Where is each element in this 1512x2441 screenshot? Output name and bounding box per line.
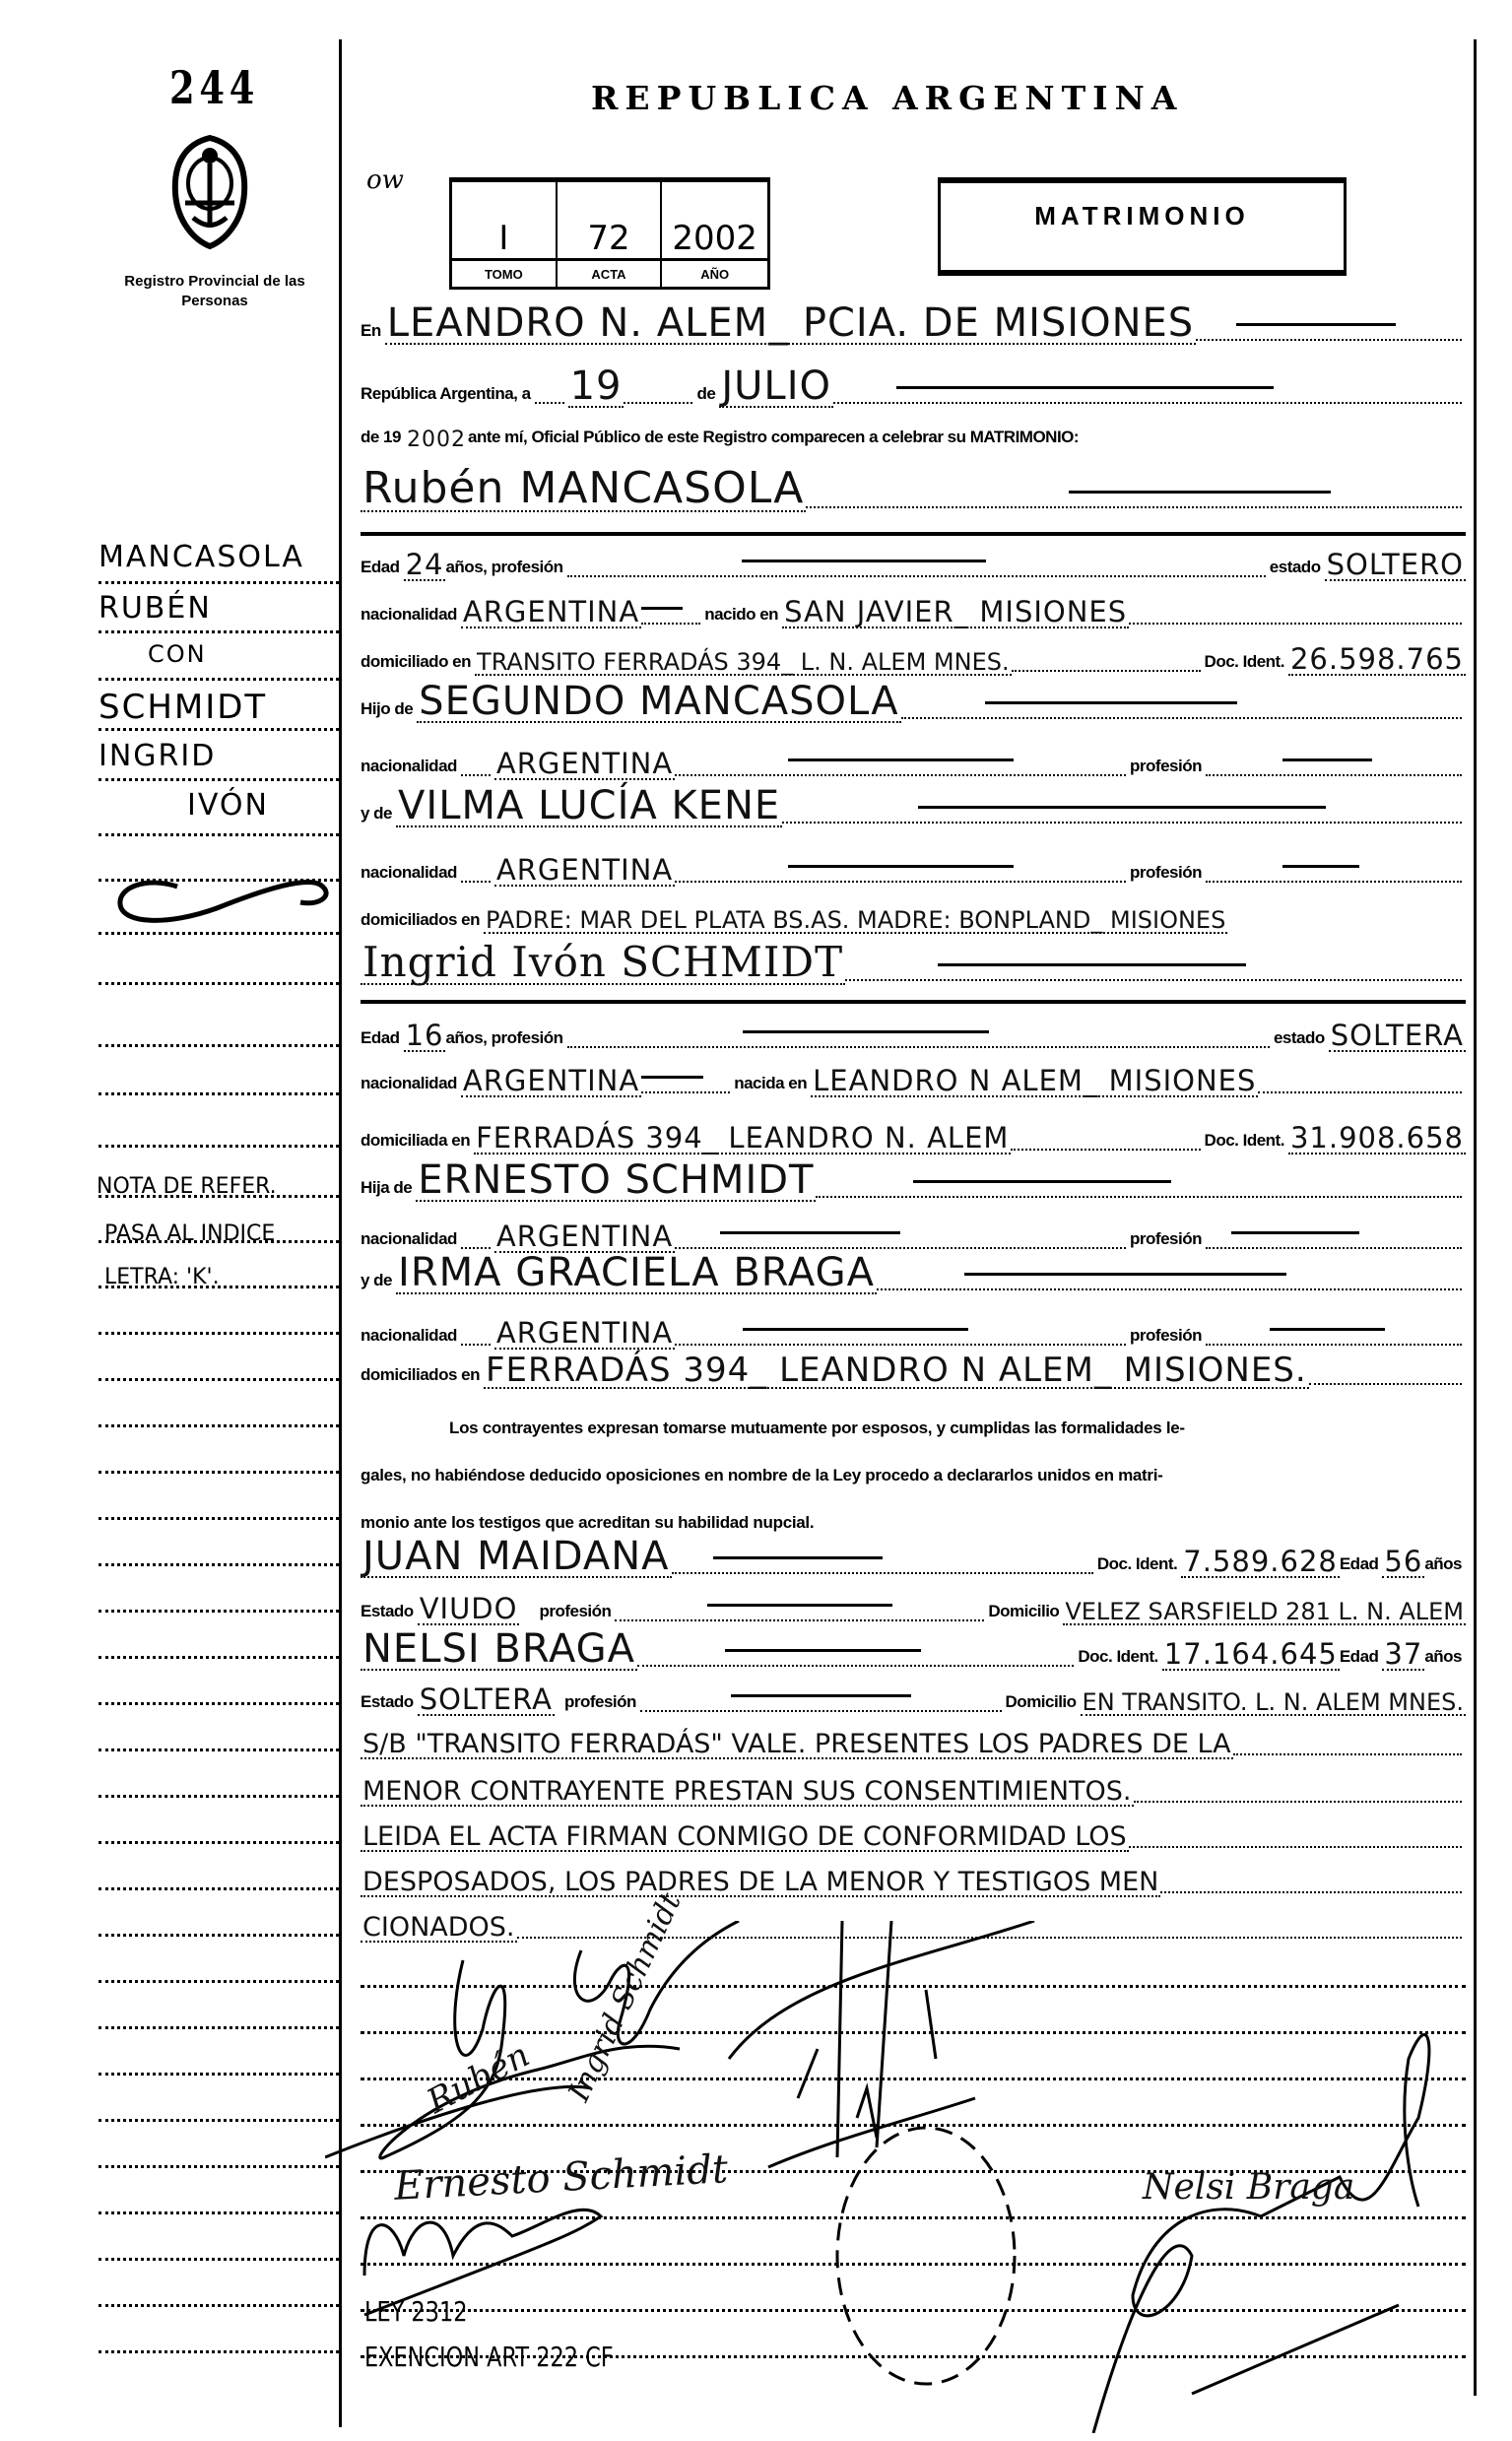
stamp-outline <box>837 2128 1015 2384</box>
bride-nationality: ARGENTINA <box>462 1064 640 1097</box>
margin-ruled-line <box>99 1934 339 1937</box>
bride-name: Ingrid Ivón SCHMIDT <box>362 938 844 986</box>
bride-father-signature: Ernesto Schmidt <box>393 2146 730 2210</box>
margin-ruled-line <box>99 1517 339 1520</box>
margin-ruled-line <box>99 2350 339 2353</box>
month-field: JULIO <box>721 363 831 409</box>
groom-name: Rubén MANCASOLA <box>362 463 805 513</box>
profesion-label: profesión <box>563 1692 636 1711</box>
groom-father-nationality: ARGENTINA <box>495 747 674 780</box>
ano-label: AÑO <box>700 266 730 282</box>
bride-parents-address-row <box>361 1336 1466 1389</box>
hijo-label: Hijo de <box>361 699 414 718</box>
doc-label: Doc. Ident. <box>1096 1554 1178 1573</box>
margin-ruled-line <box>99 2026 339 2029</box>
exemption-reference: EXENCION ART 222 CF <box>364 2341 614 2373</box>
groom-estado: SOLTERO <box>1326 548 1464 581</box>
note-line <box>361 1706 1466 1759</box>
margin-ruled-line <box>99 1424 339 1427</box>
acta-value: 72 <box>558 182 663 261</box>
profesion-label: profesión <box>1130 1326 1202 1345</box>
margin-ruled-line <box>99 2304 339 2307</box>
en-label: En <box>361 321 381 340</box>
witness-1-name: JUAN MAIDANA <box>362 1534 670 1579</box>
record-type: MATRIMONIO <box>938 177 1347 276</box>
y-de-label: y de <box>361 1271 393 1289</box>
index-connector: CON <box>148 640 207 668</box>
note-text: CIONADOS. <box>362 1912 515 1943</box>
margin-ruled-line <box>99 1841 339 1844</box>
ano-value: 2002 <box>662 182 767 261</box>
margin-note: LETRA: 'K'. <box>104 1265 220 1289</box>
witness-1-doc: 7.589.628 <box>1183 1545 1338 1578</box>
witness-signature: Nelsi Braga <box>1143 2167 1355 2208</box>
margin-ruled-line <box>99 630 339 633</box>
bride-name-row <box>361 932 1466 985</box>
groom-address: TRANSITO FERRADÁS 394_ L. N. ALEM MNES. <box>477 648 1010 676</box>
margin-ruled-line <box>99 1471 339 1474</box>
bride-father: ERNESTO SCHMIDT <box>418 1157 815 1203</box>
initials: ow <box>366 165 404 195</box>
groom-mother: VILMA LUCÍA KENE <box>398 783 781 828</box>
margin-ruled-line <box>99 982 339 985</box>
nacionalidad-label: nacionalidad <box>361 863 457 882</box>
page-number: 244 <box>169 61 260 114</box>
index-name: RUBÉN <box>99 591 212 626</box>
edad-label: Edad <box>1339 1647 1379 1666</box>
margin-ruled-line <box>99 728 339 731</box>
witness-1-estado: VIUDO <box>419 1592 518 1625</box>
margin-ruled-line <box>99 1332 339 1335</box>
estado-label: estado <box>1269 558 1321 576</box>
groom-parents-address-row <box>361 881 1466 934</box>
tomo-label: TOMO <box>452 261 558 287</box>
groom-birthplace: SAN JAVIER_ MISIONES <box>784 595 1128 628</box>
bride-estado: SOLTERA <box>1330 1019 1464 1052</box>
estado-label: Estado <box>361 1692 414 1711</box>
flourish-icon <box>108 867 335 926</box>
doc-label: Doc. Ident. <box>1078 1647 1158 1666</box>
margin-ruled-line <box>99 678 339 681</box>
margin-ruled-line <box>99 932 339 935</box>
witness-2-age: 37 <box>1384 1637 1423 1671</box>
profesion-label: profesión <box>1130 757 1202 775</box>
witness-2-domicilio: EN TRANSITO. L. N. ALEM MNES. <box>1082 1688 1464 1716</box>
nacida-label: nacida en <box>734 1074 808 1092</box>
bride-nationality-row <box>361 1044 1466 1097</box>
margin-ruled-line <box>99 1044 339 1047</box>
year-label: de 19 <box>361 428 401 446</box>
nacionalidad-label: nacionalidad <box>361 757 457 775</box>
year-field: 2002 <box>406 428 466 452</box>
place-field: LEANDRO N. ALEM_ PCIA. DE MISIONES <box>386 300 1195 346</box>
document-title: REPUBLICA ARGENTINA <box>591 79 1184 117</box>
edad-label: Edad <box>361 558 400 576</box>
note-text: LEIDA EL ACTA FIRMAN CONMIGO DE CONFORMIDAD LOS <box>362 1821 1127 1852</box>
groom-nationality: ARGENTINA <box>462 595 640 628</box>
margin-ruled-line <box>99 1610 339 1613</box>
domiciliado-label: domiciliado en <box>361 652 472 671</box>
edad-label: Edad <box>361 1028 400 1047</box>
margin-ruled-line <box>99 1980 339 1983</box>
groom-nationality-row <box>361 575 1466 628</box>
nacionalidad-label: nacionalidad <box>361 1074 457 1092</box>
bride-mother: IRMA GRACIELA BRAGA <box>398 1250 875 1295</box>
margin-ruled-line <box>99 1656 339 1659</box>
profesion-label: años, profesión <box>445 1028 563 1047</box>
groom-age-row <box>361 528 1466 581</box>
edad-label: Edad <box>1339 1554 1379 1573</box>
margin-ruled-line <box>99 1145 339 1148</box>
margin-ruled-line <box>99 2211 339 2214</box>
declaration-line: gales, no habiéndose deducido oposiciones en nombre de la Ley procedo a declararlos unidos en matri- <box>361 1466 1163 1484</box>
margin-ruled-line <box>99 1563 339 1566</box>
domicilio-label: Domicilio <box>1005 1692 1077 1711</box>
profesion-label: profesión <box>1130 863 1202 882</box>
registry-name: Registro Provincial de las Personas <box>124 273 305 309</box>
margin-ruled-line <box>99 2073 339 2076</box>
domicilio-label: Domicilio <box>988 1602 1060 1620</box>
margin-ruled-line <box>99 778 339 781</box>
bride-address: FERRADÁS 394_ LEANDRO N. ALEM <box>476 1121 1010 1155</box>
father-flourish <box>364 2210 601 2315</box>
note-text: DESPOSADOS, LOS PADRES DE LA MENOR Y TESTIGOS MEN <box>362 1867 1159 1897</box>
republica-label: República Argentina, a <box>361 384 531 403</box>
margin-ruled-line <box>99 1748 339 1751</box>
bride-doc: 31.908.658 <box>1289 1121 1464 1155</box>
law-reference: LEY 2312 <box>364 2295 468 2328</box>
bride-father-row <box>361 1149 1466 1202</box>
margin-ruled-line <box>99 2119 339 2122</box>
hija-label: Hija de <box>361 1178 413 1197</box>
record-number-box <box>449 177 770 290</box>
margin-ruled-line <box>99 879 339 882</box>
margin-note: NOTA DE REFER. <box>97 1174 277 1199</box>
declaration-line: Los contrayentes expresan tomarse mutuamente por esposos, y cumplidas las formalidades le- <box>449 1418 1185 1437</box>
groom-father-nationality-row <box>361 727 1466 780</box>
groom-father: SEGUNDO MANCASOLA <box>419 679 899 724</box>
y-de-label: y de <box>361 804 393 823</box>
anos-label: años <box>1424 1554 1462 1573</box>
de-label: de <box>696 384 716 403</box>
statement: ante mí, Oficial Público de este Registro comparecen a celebrar su MATRIMONIO: <box>467 428 1080 446</box>
margin-ruled-line <box>99 1286 339 1288</box>
coat-of-arms-icon <box>165 134 254 250</box>
bride-parents-address: FERRADÁS 394_ LEANDRO N ALEM_ MISIONES. <box>485 1351 1307 1390</box>
index-name: INGRID <box>99 739 217 773</box>
bride-mother-nationality: ARGENTINA <box>495 1316 674 1350</box>
note-text: MENOR CONTRAYENTE PRESTAN SUS CONSENTIMIENTOS. <box>362 1776 1132 1807</box>
margin-ruled-line <box>99 1195 339 1198</box>
domiciliados-label: domiciliados en <box>361 1365 480 1384</box>
domiciliados-label: domiciliados en <box>361 910 480 929</box>
witness-2-estado: SOLTERA <box>419 1682 553 1716</box>
margin-ruled-line <box>99 1092 339 1095</box>
domiciliada-label: domiciliada en <box>361 1131 471 1150</box>
dotted-line <box>1196 317 1462 341</box>
groom-mother-nationality-row <box>361 833 1466 887</box>
estado-label: Estado <box>361 1602 414 1620</box>
nacionalidad-label: nacionalidad <box>361 1229 457 1248</box>
official-cross-mark <box>325 1921 1034 2167</box>
margin-ruled-line <box>99 1702 339 1705</box>
note-text: S/B "TRANSITO FERRADÁS" VALE. PRESENTES LOS PADRES DE LA <box>362 1729 1231 1759</box>
place-row <box>361 292 1466 345</box>
bride-father-nationality: ARGENTINA <box>495 1220 674 1253</box>
groom-mother-nationality: ARGENTINA <box>495 853 674 887</box>
bride-age: 16 <box>405 1019 444 1052</box>
doc-label: Doc. Ident. <box>1204 1131 1284 1150</box>
margin-ruled-line <box>99 2165 339 2168</box>
profesion-label: profesión <box>539 1602 612 1620</box>
margin-ruled-line <box>99 1378 339 1381</box>
witness-1-age: 56 <box>1384 1545 1423 1578</box>
nacionalidad-label: nacionalidad <box>361 605 457 624</box>
witness-1-domicilio: VELEZ SARSFIELD 281 L. N. ALEM <box>1065 1598 1464 1625</box>
estado-label: estado <box>1273 1028 1325 1047</box>
groom-age: 24 <box>405 548 444 581</box>
registrar-signature-mark <box>1093 2035 1429 2433</box>
anos-label: años <box>1424 1647 1462 1666</box>
margin-ruled-line <box>99 2258 339 2261</box>
margin-ruled-line <box>99 581 339 584</box>
index-surname: MANCASOLA <box>99 540 304 574</box>
profesion-label: profesión <box>1130 1229 1202 1248</box>
groom-father-row <box>361 670 1466 723</box>
groom-signature: Rubén <box>421 2035 537 2122</box>
declaration-line: monio ante los testigos que acreditan su habilidad nupcial. <box>361 1513 815 1532</box>
nacionalidad-label: nacionalidad <box>361 1326 457 1345</box>
profesion-label: años, profesión <box>445 558 563 576</box>
bride-birthplace: LEANDRO N ALEM_ MISIONES <box>813 1064 1257 1097</box>
groom-name-row <box>361 459 1466 512</box>
groom-address-row <box>361 623 1466 676</box>
witness-1-row <box>361 1525 1466 1578</box>
margin-ruled-line <box>99 1795 339 1798</box>
bride-signature: Ingrid Schmidt <box>561 1887 689 2107</box>
groom-mother-row <box>361 774 1466 827</box>
margin-ruled-line <box>99 833 339 836</box>
margin-ruled-line <box>99 1240 339 1243</box>
margin-ruled-line <box>99 1887 339 1890</box>
year-row <box>361 398 1466 451</box>
bride-mother-row <box>361 1241 1466 1294</box>
nacido-label: nacido en <box>704 605 779 624</box>
doc-label: Doc. Ident. <box>1204 652 1284 671</box>
day-field: 19 <box>569 363 623 409</box>
witness-2-doc: 17.164.645 <box>1163 1637 1338 1671</box>
witness-2-name: NELSI BRAGA <box>362 1626 636 1672</box>
margin-note: PASA AL INDICE <box>104 1221 276 1246</box>
groom-parents-address: PADRE: MAR DEL PLATA BS.AS. MADRE: BONPLAND_ MISIONES <box>485 906 1226 934</box>
tomo-value: I <box>452 182 558 261</box>
index-surname: SCHMIDT <box>99 688 268 727</box>
index-name: IVÓN <box>187 788 269 823</box>
groom-doc: 26.598.765 <box>1289 642 1464 676</box>
bride-address-row <box>361 1101 1466 1155</box>
acta-label: ACTA <box>558 261 663 287</box>
